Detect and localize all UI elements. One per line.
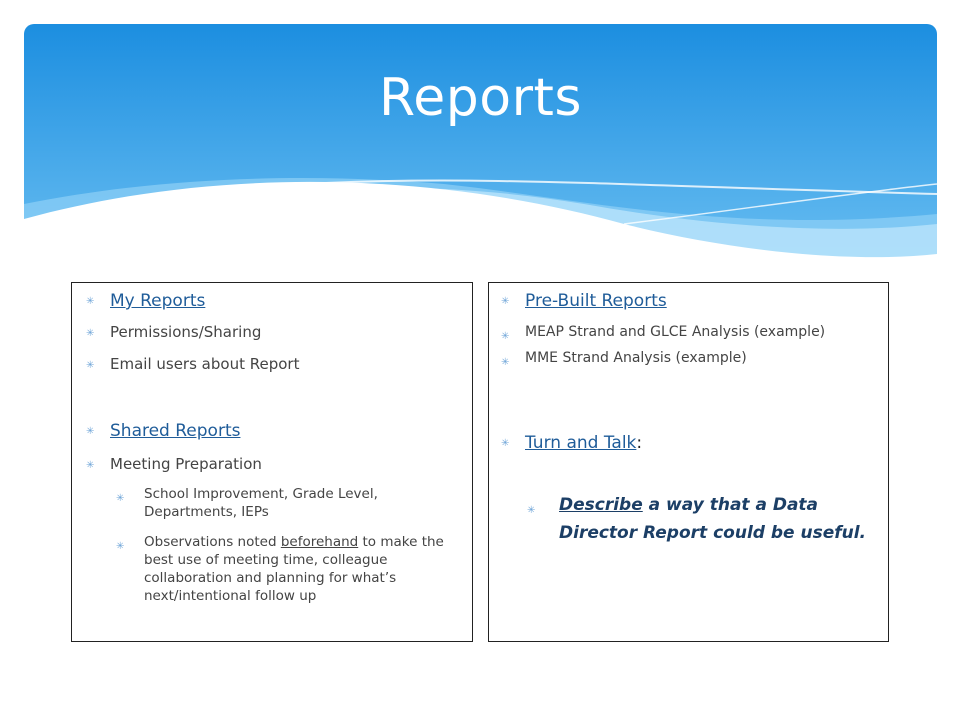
asterisk-bullet-icon: ✳ [527,505,536,516]
asterisk-bullet-icon: ✳ [86,360,95,371]
list-item: ✳ Meeting Preparation [86,455,262,473]
slide-title: Reports [379,68,582,128]
right-content-box [488,282,889,642]
pre-built-reports-heading[interactable]: ✳ Pre-Built Reports [501,291,667,311]
asterisk-bullet-icon: ✳ [86,296,95,307]
title-banner [24,24,937,274]
my-reports-heading[interactable]: ✳ My Reports [86,291,206,311]
asterisk-bullet-icon: ✳ [86,426,95,437]
list-item: ✳ MME Strand Analysis (example) [501,349,747,367]
asterisk-bullet-icon: ✳ [501,438,510,449]
asterisk-bullet-icon: ✳ [116,541,125,552]
asterisk-bullet-icon: ✳ [116,493,125,504]
turn-and-talk-heading: ✳ Turn and Talk: [501,433,643,453]
wave-background [24,24,937,274]
list-item: ✳ Permissions/Sharing [86,323,262,341]
asterisk-bullet-icon: ✳ [86,328,95,339]
asterisk-bullet-icon: ✳ [501,331,510,342]
asterisk-bullet-icon: ✳ [501,296,510,307]
sub-list-item [116,533,462,605]
sub-list-item: ✳ School Improvement, Grade Level, Departments, IEPs [116,486,378,520]
observations-text: Observations noted beforehand to make the best use of meeting time, colleague collaboration and planning for what’s next/intentional follow up [144,534,444,604]
turn-and-talk-prompt: ✳ Describe a way that a Data Director Report could be useful. [527,495,867,543]
asterisk-bullet-icon: ✳ [86,460,95,471]
asterisk-bullet-icon: ✳ [501,357,510,368]
list-item: ✳ MEAP Strand and GLCE Analysis (example) [501,323,825,341]
list-item: ✳ Email users about Report [86,355,300,373]
shared-reports-heading[interactable]: ✳ Shared Reports [86,421,241,441]
left-content-box [71,282,473,642]
